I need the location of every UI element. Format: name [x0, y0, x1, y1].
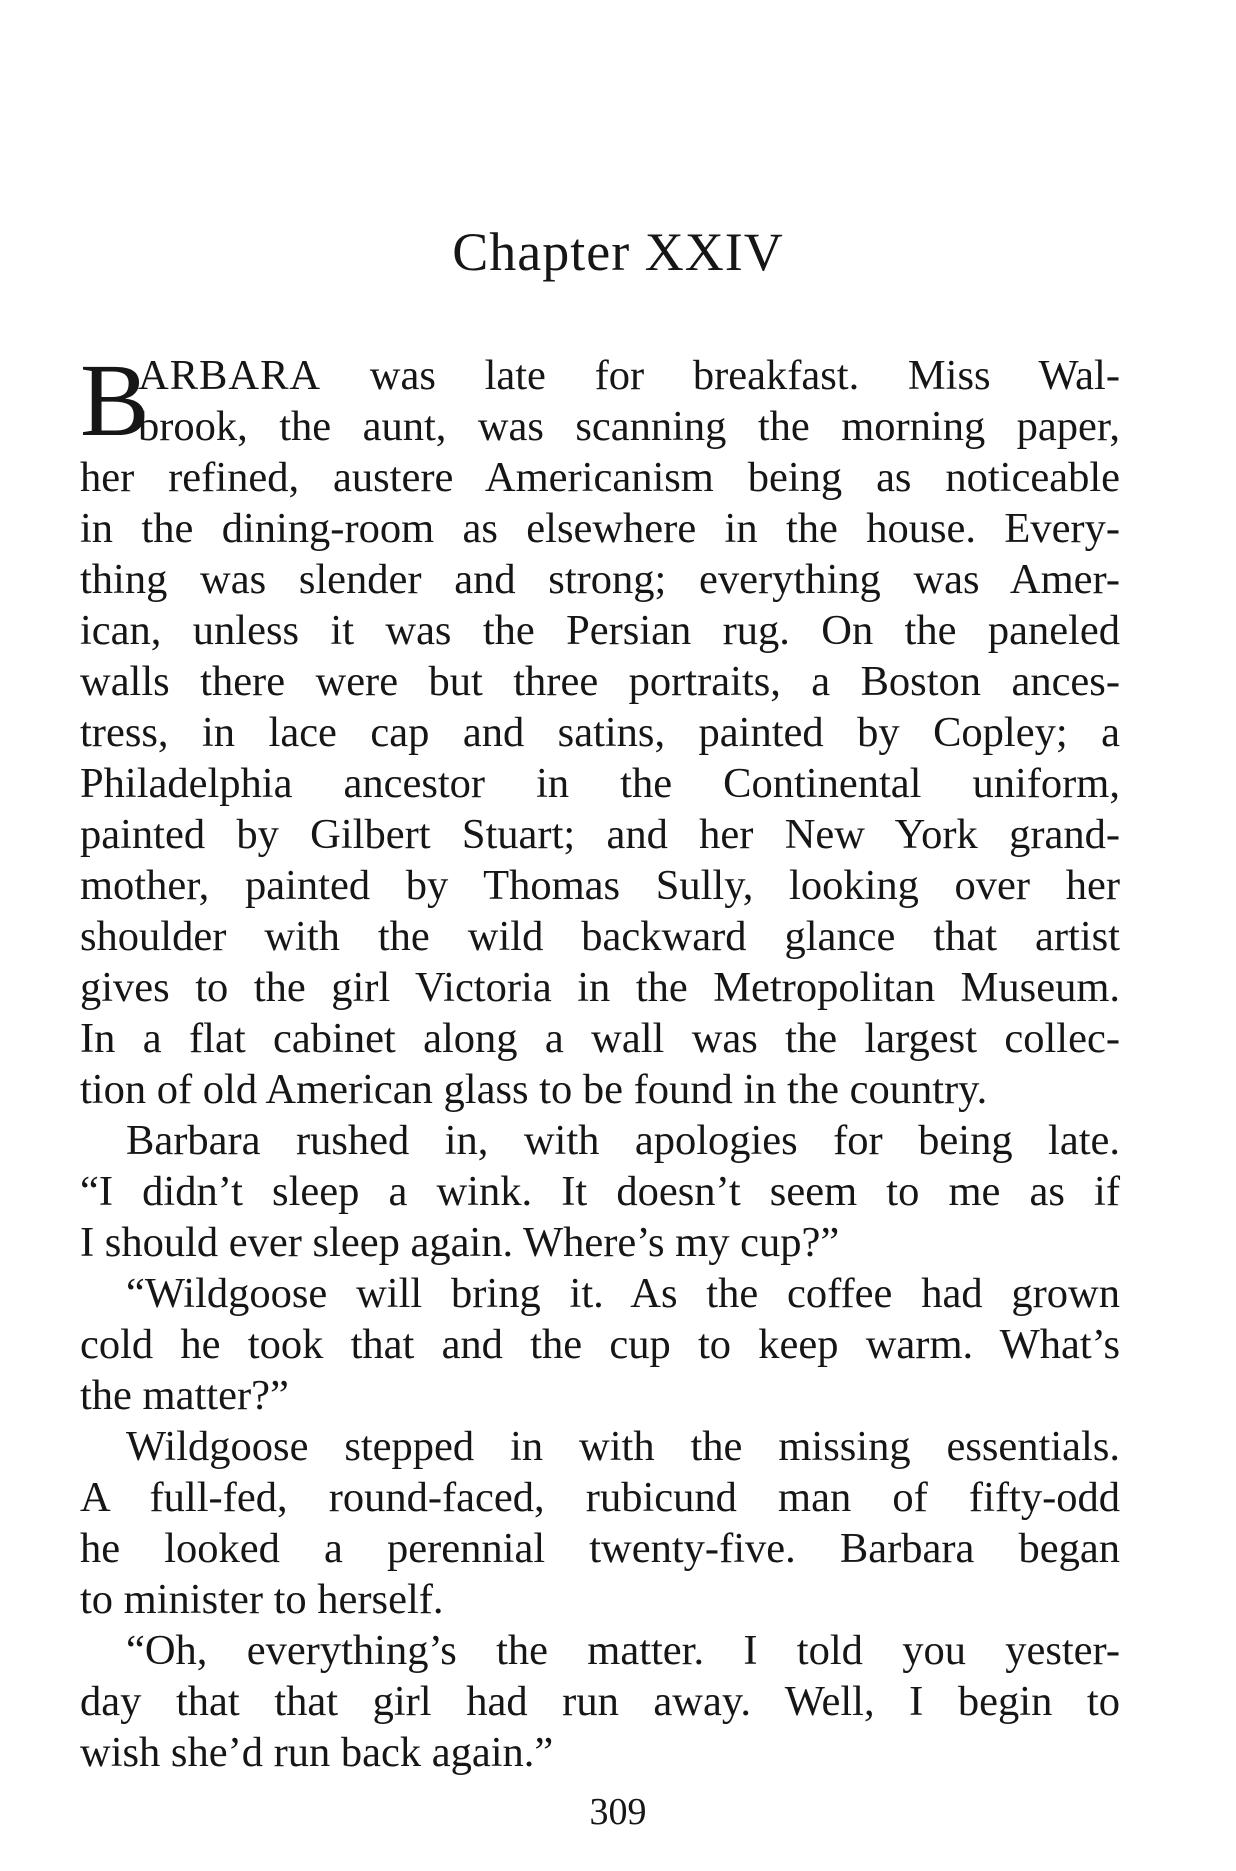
text-line: A full-fed, round-faced, rubicund man of fifty-odd	[80, 1474, 1120, 1521]
text-line: thing was slender and strong; everything was Amer-	[80, 556, 1120, 603]
page-number: 309	[589, 1791, 647, 1833]
text-line: gives to the girl Victoria in the Metropolitan Museum.	[80, 964, 1120, 1011]
text-line: mother, painted by Thomas Sully, looking over her	[80, 862, 1120, 909]
text-line: in the dining-room as elsewhere in the house. Every-	[80, 505, 1120, 552]
chapter-title: Chapter XXIV	[452, 222, 784, 282]
text-line	[80, 350, 1120, 401]
text-line: I should ever sleep again. Where’s my cup?”	[80, 1219, 840, 1266]
text-line: to minister to herself.	[80, 1576, 444, 1623]
text-line: “Wildgoose will bring it. As the coffee had grown	[126, 1270, 1120, 1317]
text-line: shoulder with the wild backward glance that artist	[80, 913, 1120, 960]
text-line: Philadelphia ancestor in the Continental uniform,	[80, 760, 1120, 807]
text-line: Barbara rushed in, with apologies for being late.	[126, 1117, 1120, 1164]
drop-cap-word-rest: ARBARA	[138, 352, 322, 399]
text-line: painted by Gilbert Stuart; and her New York grand-	[80, 811, 1120, 858]
body-text	[80, 343, 1120, 1778]
text-line: cold he took that and the cup to keep warm. What’s	[80, 1321, 1120, 1368]
text-line: brook, the aunt, was scanning the morning paper,	[138, 403, 1120, 450]
text-line: the matter?”	[80, 1372, 289, 1419]
text-line: “I didn’t sleep a wink. It doesn’t seem to me as if	[80, 1168, 1120, 1215]
text-line-content: was late for breakfast. Miss Wal-	[321, 352, 1120, 399]
text-line: tress, in lace cap and satins, painted by Copley; a	[80, 709, 1120, 756]
text-line: walls there were but three portraits, a Boston ances-	[80, 658, 1120, 705]
text-line: he looked a perennial twenty-five. Barbara began	[80, 1525, 1120, 1572]
text-line: “Oh, everything’s the matter. I told you yester-	[126, 1627, 1120, 1674]
text-line: ican, unless it was the Persian rug. On the paneled	[80, 607, 1120, 654]
text-line: day that that girl had run away. Well, I begin to	[80, 1678, 1120, 1725]
text-line: In a flat cabinet along a wall was the largest collec-	[80, 1015, 1120, 1062]
text-line: Wildgoose stepped in with the missing essentials.	[126, 1423, 1120, 1470]
text-line: wish she’d run back again.”	[80, 1729, 554, 1776]
drop-cap: B	[80, 343, 150, 458]
text-line: her refined, austere Americanism being as noticeable	[80, 454, 1120, 501]
text-line: tion of old American glass to be found in the country.	[80, 1066, 988, 1113]
